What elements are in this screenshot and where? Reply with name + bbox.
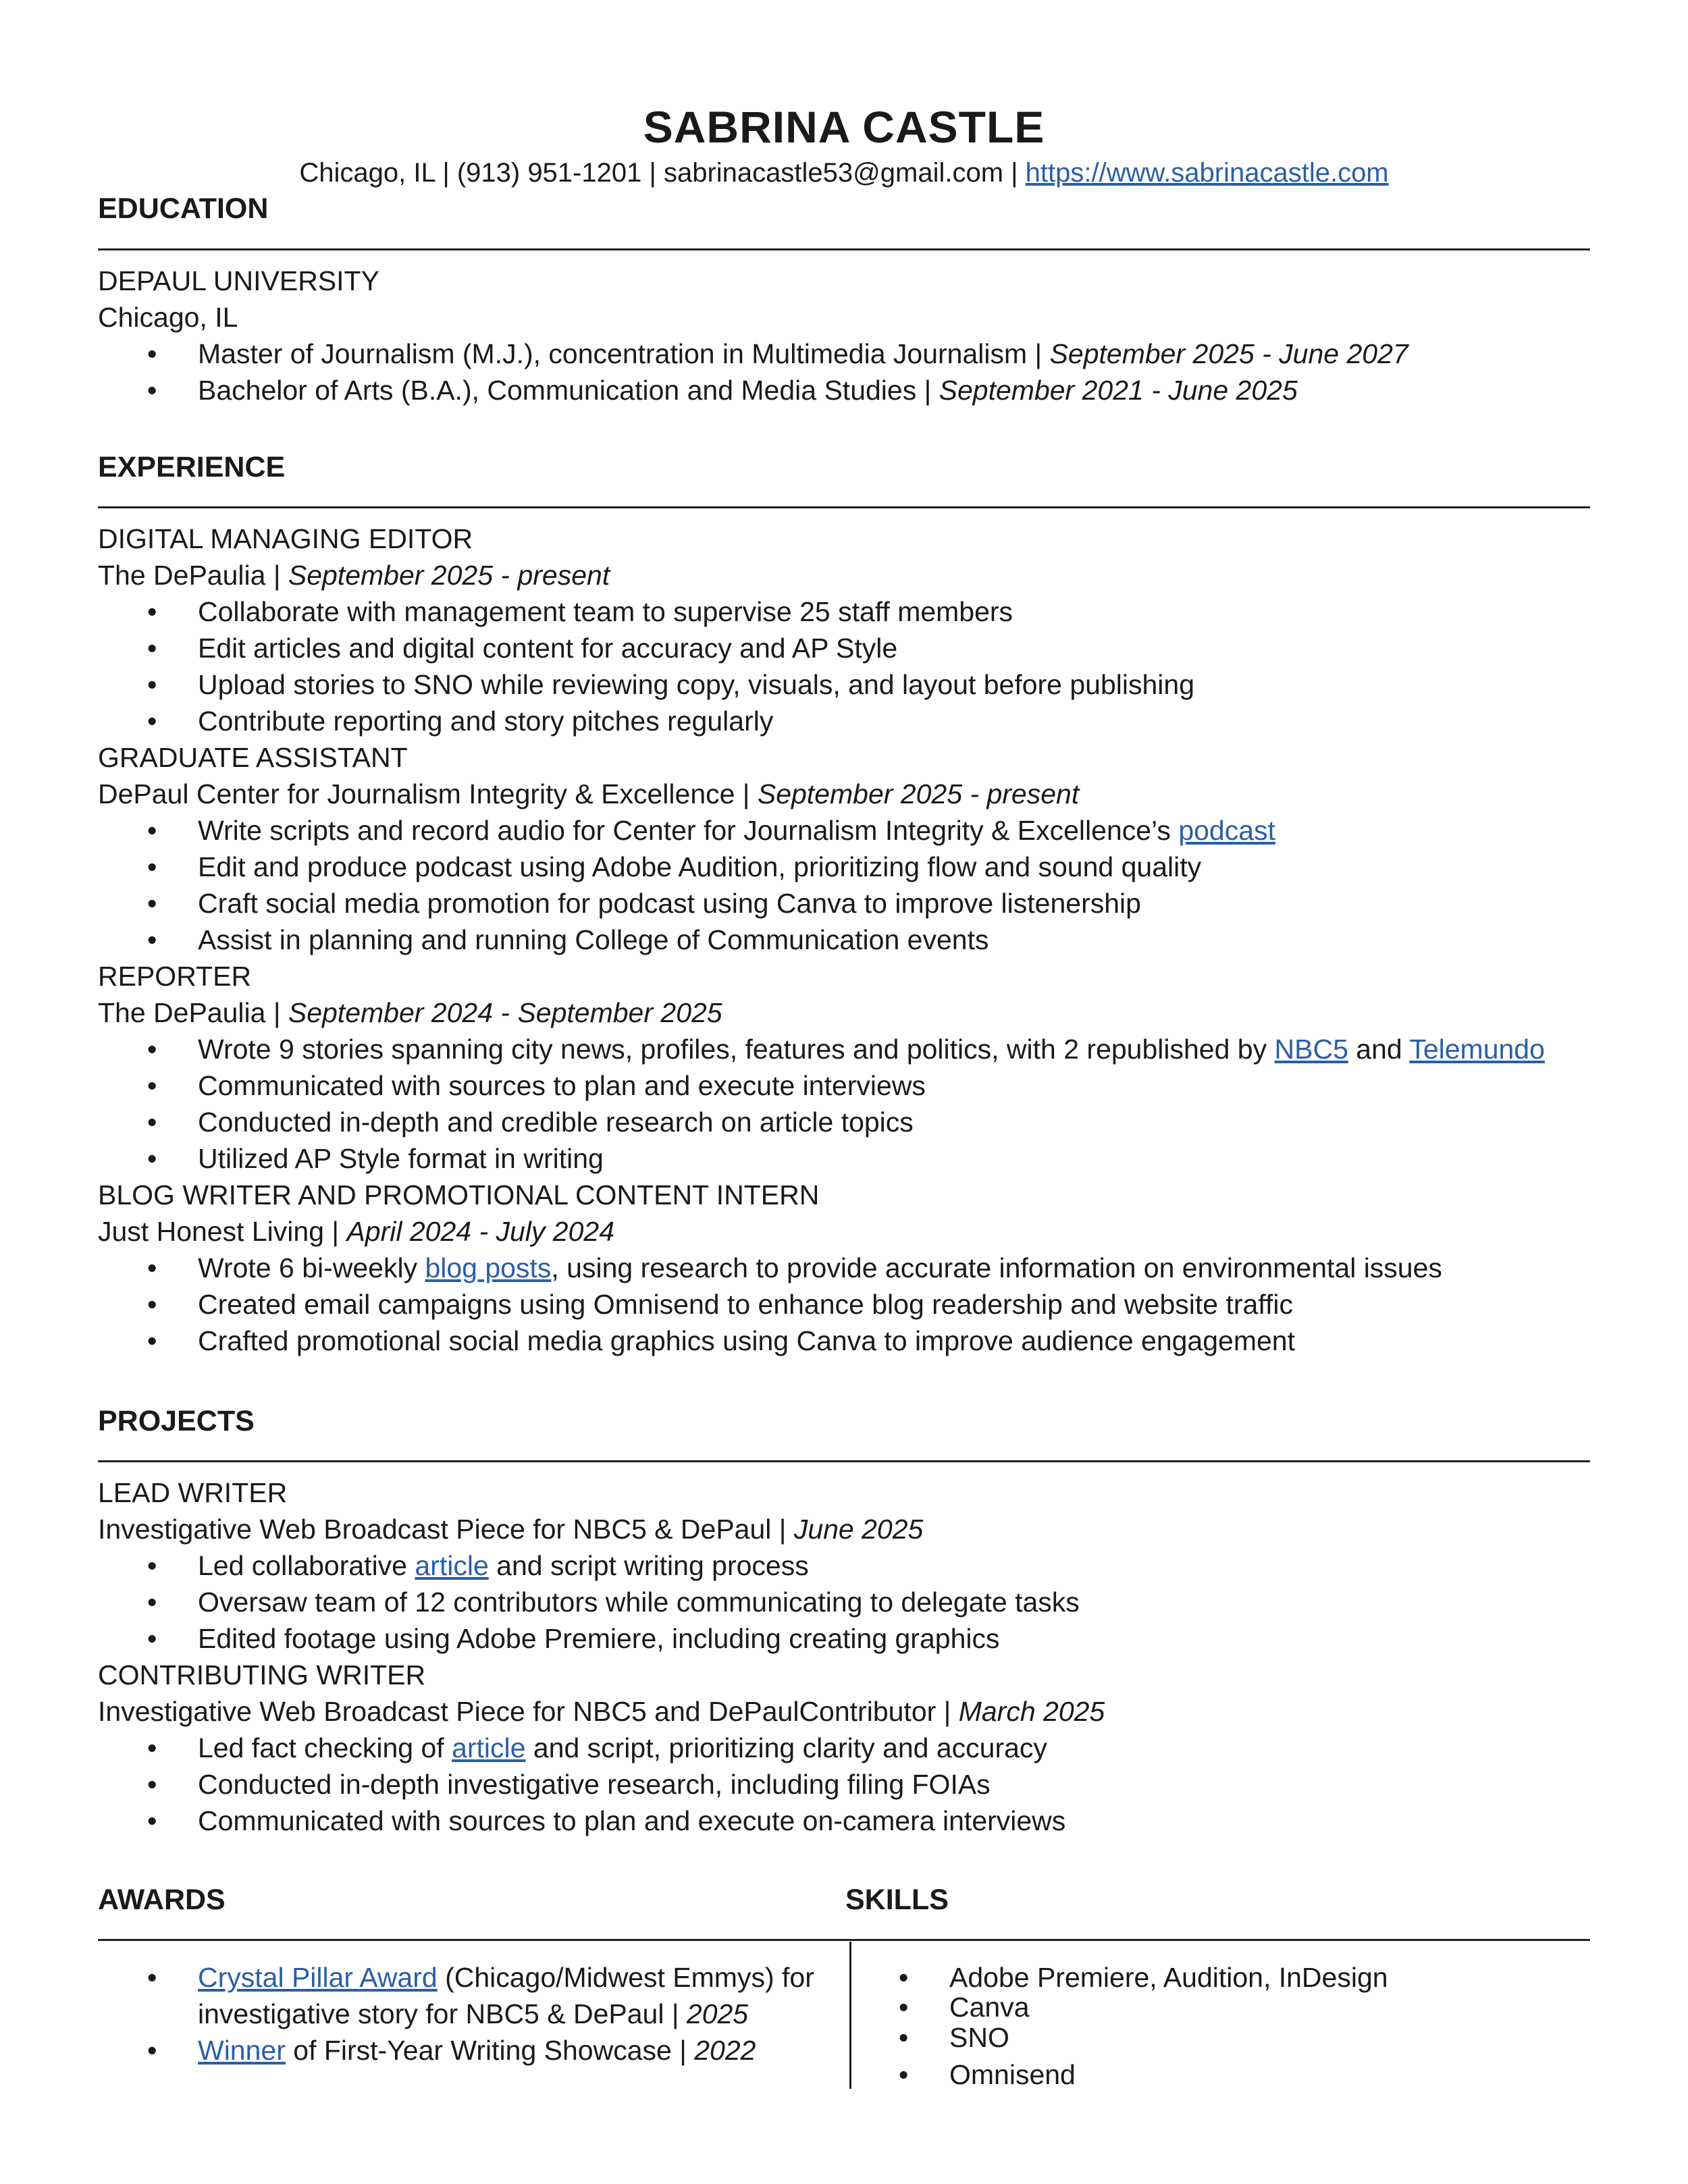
job-bullet: • Communicated with sources to plan and execute interviews [198,1070,926,1102]
project-bullet: • Led fact checking of article and script, prioritizing clarity and accuracy [198,1732,1047,1764]
contact-line [0,158,1688,188]
skill-item: • Omnisend [949,2059,1076,2091]
projects-divider [98,1460,1590,1462]
job-org: The DePaulia | September 2024 - September 2025 [98,997,722,1028]
job-title: DIGITAL MANAGING EDITOR [98,523,473,554]
skills-heading: SKILLS [845,1884,949,1916]
job-title: GRADUATE ASSISTANT [98,742,408,773]
nbc5-link[interactable]: NBC5 [1274,1034,1348,1065]
job-org: DePaul Center for Journalism Integrity & Excellence | September 2025 - present [98,778,1080,809]
job-bullet: • Edit articles and digital content for accuracy and AP Style [198,633,897,664]
job-bullet: • Created email campaigns using Omnisend to enhance blog readership and website traffic [198,1289,1293,1321]
awards-heading: AWARDS [98,1884,226,1916]
article-link[interactable]: article [415,1550,489,1581]
job-bullet: • Collaborate with management team to supervise 25 staff members [198,596,1013,628]
crystal-pillar-award-link[interactable]: Crystal Pillar Award [198,1962,438,1993]
job-bullet: • Wrote 9 stories spanning city news, profiles, features and politics, with 2 republished by NBC5 and Telemundo [198,1034,1545,1065]
column-divider [849,1942,851,2089]
project-bullet: • Oversaw team of 12 contributors while communicating to delegate tasks [198,1587,1080,1618]
degree-item: • Bachelor of Arts (B.A.), Communication and Media Studies | September 2021 - June 2025 [198,375,1298,406]
winner-link[interactable]: Winner [198,2035,286,2066]
job-bullet: • Write scripts and record audio for Center for Journalism Integrity & Excellence’s podcast [198,815,1275,847]
experience-heading: EXPERIENCE [98,451,286,483]
project-bullet: • Led collaborative article and script writing process [198,1550,809,1582]
project-bullet: • Edited footage using Adobe Premiere, including creating graphics [198,1623,999,1655]
skill-item: • SNO [949,2022,1009,2054]
project-bullet: • Conducted in-depth investigative research, including filing FOIAs [198,1769,991,1801]
experience-divider [98,506,1590,508]
project-title: LEAD WRITER [98,1477,288,1508]
job-bullet: • Utilized AP Style format in writing [198,1143,604,1175]
contact-details: Chicago, IL | (913) 951-1201 | sabrinacastle53@gmail.com | [299,158,1026,188]
project-org: Investigative Web Broadcast Piece for NBC5 and DePaulContributor | March 2025 [98,1696,1105,1727]
job-bullet: • Edit and produce podcast using Adobe Audition, prioritizing flow and sound quality [198,851,1201,883]
job-bullet: • Assist in planning and running College of Communication events [198,924,988,956]
job-bullet: • Conducted in-depth and credible research on article topics [198,1107,914,1138]
candidate-name: SABRINA CASTLE [643,102,1045,152]
awards-skills-divider [98,1939,1590,1941]
skill-item: • Canva [949,1992,1030,2023]
job-bullet: • Craft social media promotion for podcast using Canva to improve listenership [198,888,1141,920]
degree-item: • Master of Journalism (M.J.), concentration in Multimedia Journalism | September 2025 - June 2027 [198,338,1408,370]
skill-item: • Adobe Premiere, Audition, InDesign [949,1962,1388,1994]
job-org: The DePaulia | September 2025 - present [98,560,610,591]
project-org: Investigative Web Broadcast Piece for NBC5 & DePaul | June 2025 [98,1514,924,1545]
school-location: Chicago, IL [98,302,238,333]
award-item-continued: investigative story for NBC5 & DePaul | 2025 [198,1998,749,2029]
job-bullet: • Wrote 6 bi-weekly blog posts, using research to provide accurate information on environmental issues [198,1252,1442,1284]
job-bullet: • Upload stories to SNO while reviewing copy, visuals, and layout before publishing [198,669,1194,701]
education-divider [98,248,1590,250]
education-heading: EDUCATION [98,192,269,225]
blog-posts-link[interactable]: blog posts [425,1252,552,1283]
job-bullet: • Contribute reporting and story pitches regularly [198,705,773,737]
job-title: BLOG WRITER AND PROMOTIONAL CONTENT INTERN [98,1179,820,1210]
article-link[interactable]: article [452,1732,526,1763]
project-title: CONTRIBUTING WRITER [98,1659,426,1690]
podcast-link[interactable]: podcast [1178,815,1275,846]
telemundo-link[interactable]: Telemundo [1409,1034,1545,1065]
job-bullet: • Crafted promotional social media graphics using Canva to improve audience engagement [198,1325,1295,1357]
award-item: • Crystal Pillar Award (Chicago/Midwest Emmys) for [198,1962,814,1994]
school-name: DEPAUL UNIVERSITY [98,265,379,296]
project-bullet: • Communicated with sources to plan and execute on-camera interviews [198,1805,1065,1837]
website-link[interactable]: https://www.sabrinacastle.com [1025,158,1389,188]
award-item: • Winner of First-Year Writing Showcase | 2022 [198,2035,756,2067]
job-org: Just Honest Living | April 2024 - July 2024 [98,1216,615,1247]
projects-heading: PROJECTS [98,1405,255,1437]
job-title: REPORTER [98,961,252,992]
